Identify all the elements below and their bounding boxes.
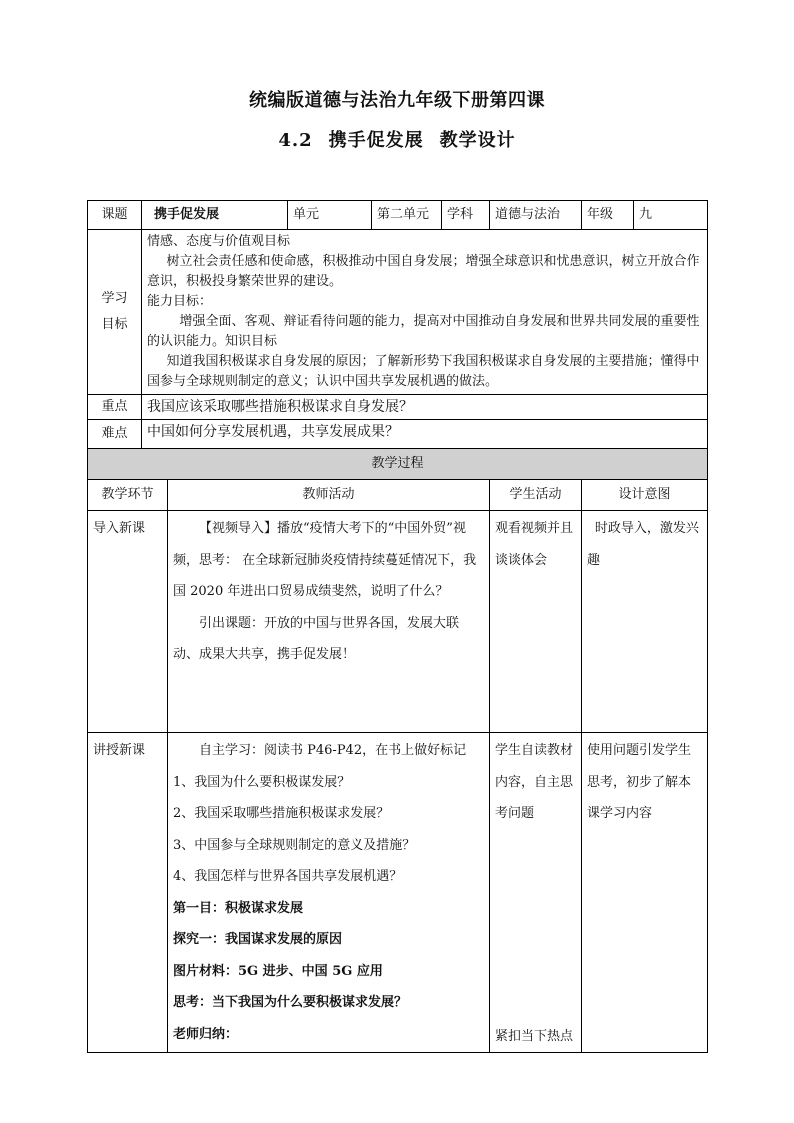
teach-row [88,733,708,1053]
lesson-plan-table [87,200,708,1053]
teach-teacher-activity [168,733,490,1053]
subject-value: 道德与法治 [490,201,582,230]
objectives-label: 学习 目标 [88,230,142,395]
intro-teacher-activity [168,511,490,733]
col-teacher-header: 教师活动 [168,480,490,511]
unit-value: 第二单元 [372,201,442,230]
teach-stage: 讲授新课 [88,733,168,1053]
process-band-title: 教学过程 [88,449,708,480]
difficulty-label: 难点 [88,420,142,449]
self-study-text: 自主学习：阅读书 P46-P42，在书上做好标记 [199,743,467,758]
intro-stage: 导入新课 [88,511,168,733]
section-1-heading: 第一目：积极谋求发展 [173,900,304,916]
question-3: 3、中国参与全球规则制定的意义及措施？ [173,837,416,853]
process-header-row [88,480,708,511]
info-row [88,201,708,230]
teach-design-intent: 使用问题引发学生思考，初步了解本课学习内容 [582,733,708,1053]
ability-goal-text: 增强全面、客观、辩证看待问题的能力，提高对中国推动自身发展和世界共同发展的重要性的认识能力。知识目标 [147,314,700,349]
key-point-label: 重点 [88,395,142,420]
intro-video-text: 【视频导入】播放“疫情大考下的“中国外贸”视频，思考： 在全球新冠肺炎疫情持续蔓延情况下，我国 2020 年进出口贸易成绩斐然，说明了什么？ [173,521,477,599]
question-1: 1、我国为什么要积极谋发展？ [173,774,351,790]
teach-student-activity [490,733,582,1053]
topic-value: 携手促发展 [142,201,288,230]
unit-label: 单元 [288,201,372,230]
lesson-number: 4.2 [278,130,313,151]
key-point-text: 我国应该采取哪些措施积极谋求自身发展？ [142,395,708,420]
teacher-summary: 老师归纳： [173,1026,239,1042]
process-band-row [88,449,708,480]
grade-value: 九 [634,201,708,230]
lesson-title [0,126,794,152]
emotion-goal-title: 情感、态度与价值观目标 [147,234,291,249]
hot-topic-text: 紧扣当下热点 [495,1028,574,1044]
question-4: 4、我国怎样与世界各国共享发展机遇？ [173,869,403,884]
difficulty-text: 中国如何分享发展机遇，共享发展成果？ [142,420,708,449]
topic-label: 课题 [88,201,142,230]
explore-1-heading: 探究一：我国谋求发展的原因 [173,932,343,947]
col-intent-header: 设计意图 [582,480,708,511]
ability-goal-title: 能力目标： [147,294,213,309]
objectives-row [88,230,708,395]
design-label: 教学设计 [439,130,516,151]
intro-topic-text: 引出课题：开放的中国与世界各国，发展大联动、成果大共享，携手促发展！ [173,615,460,662]
intro-row [88,511,708,733]
subject-label: 学科 [442,201,490,230]
col-student-header: 学生活动 [490,480,582,511]
document-title: 统编版道德与法治九年级下册第四课 [249,90,545,111]
intro-design-intent: 时政导入，激发兴趣 [582,511,708,733]
picture-material: 图片材料：5G 进步、中国 5G 应用 [173,963,383,979]
lesson-name: 携手促发展 [328,130,424,151]
emotion-goal-text: 树立社会责任感和使命感，积极推动中国自身发展；增强全球意识和忧患意识，树立开放合作意识，积极投身繁荣世界的建设。 [147,254,700,289]
objectives-content [142,230,708,395]
question-2: 2、我国采取哪些措施积极谋求发展？ [173,806,390,821]
self-read-text: 学生自读教材内容，自主思考问题 [495,743,574,821]
grade-label: 年级 [582,201,634,230]
key-point-row [88,395,708,420]
intro-student-activity: 观看视频并且谈谈体会 [490,511,582,733]
knowledge-goal-text: 知道我国积极谋求自身发展的原因；了解新形势下我国积极谋求自身发展的主要措施；懂得中国参与全球规则制定的意义；认识中国共享发展机遇的做法。 [147,354,700,389]
col-stage-header: 教学环节 [88,480,168,511]
difficulty-row [88,420,708,449]
think-question: 思考：当下我国为什么要积极谋求发展？ [173,995,408,1010]
